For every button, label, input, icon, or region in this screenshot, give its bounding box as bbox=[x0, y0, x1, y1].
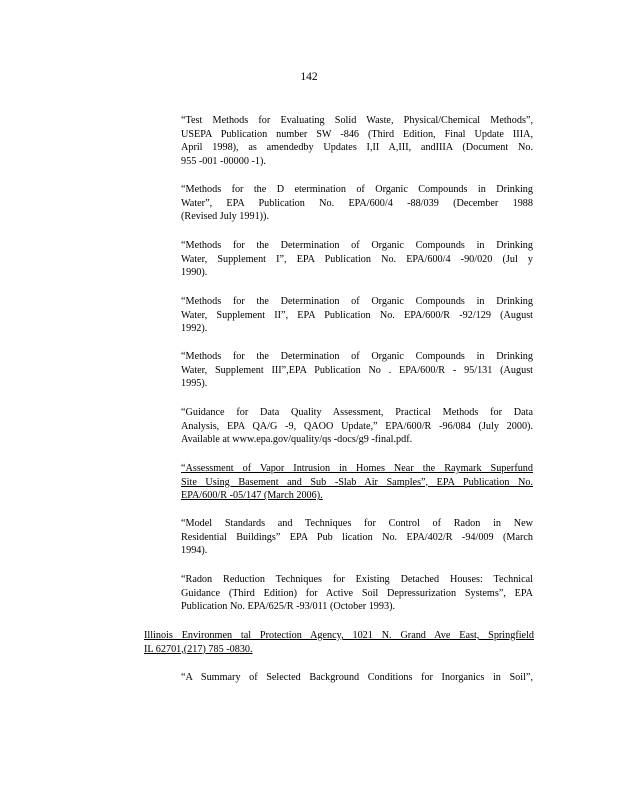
reference-line: 1994). bbox=[181, 545, 208, 557]
reference-line: “Guidance for Data Quality Assessment, Practical Methods for Data bbox=[181, 407, 533, 418]
reference-organic-supplement-1 bbox=[181, 239, 533, 280]
reference-test-methods bbox=[181, 114, 533, 168]
reference-line: “Methods for the Determination of Organic Compounds in Drinking bbox=[181, 240, 533, 251]
reference-line: Water, Supplement II”, EPA Publication No. EPA/600/R -92/129 (August bbox=[181, 309, 533, 321]
reference-line: “Radon Reduction Techniques for Existing Detached Houses: Technical bbox=[181, 574, 533, 585]
reference-line: “A Summary of Selected Background Conditions for Inorganics in Soil”, bbox=[181, 672, 533, 683]
reference-line: April 1998), as amendedby Updates I,II A,III, andIIIA (Document No. bbox=[181, 142, 533, 154]
reference-line: Illinois Environmen tal Protection Agency, 1021 N. Grand Ave East, Springfield bbox=[144, 630, 534, 641]
reference-line: “Model Standards and Techniques for Control of Radon in New bbox=[181, 518, 533, 529]
reference-illinois-epa bbox=[144, 629, 534, 656]
reference-line: (Revised July 1991)). bbox=[181, 211, 269, 223]
reference-line: IL 62701,(217) 785 -0830. bbox=[144, 643, 253, 655]
reference-line: EPA/600/R -05/147 (March 2006). bbox=[181, 490, 323, 502]
reference-line: “Assessment of Vapor Intrusion in Homes Near the Raymark Superfund bbox=[181, 463, 533, 474]
reference-radon-reduction bbox=[181, 573, 533, 614]
reference-line: Analysis, EPA QA/G -9, QAOO Update,” EPA/600/R -96/084 (July 2000). bbox=[181, 420, 533, 432]
reference-line: 1990). bbox=[181, 267, 208, 279]
page-number: 142 bbox=[300, 71, 318, 83]
reference-line: Water, Supplement I”, EPA Publication No. EPA/600/4 -90/020 (Jul y bbox=[181, 253, 533, 265]
reference-line: “Methods for the Determination of Organic Compounds in Drinking bbox=[181, 296, 533, 307]
reference-line: Available at www.epa.gov/quality/qs -docs/g9 -final.pdf. bbox=[181, 434, 413, 446]
reference-line: Water, Supplement III”,EPA Publication No . EPA/600/R - 95/131 (August bbox=[181, 364, 533, 376]
reference-background-inorganics bbox=[181, 671, 533, 685]
reference-radon-model bbox=[181, 517, 533, 558]
reference-line: “Methods for the Determination of Organic Compounds in Drinking bbox=[181, 351, 533, 362]
reference-vapor-intrusion bbox=[181, 462, 533, 503]
reference-line: Guidance (Third Edition) for Active Soil Depressurization Systems”, EPA bbox=[181, 587, 533, 599]
reference-line: Publication No. EPA/625/R -93/011 (October 1993). bbox=[181, 601, 396, 613]
reference-line: Residential Buildings” EPA Pub lication No. EPA/402/R -94/009 (March bbox=[181, 531, 533, 543]
reference-line: Water”, EPA Publication No. EPA/600/4 -88/039 (December 1988 bbox=[181, 197, 533, 209]
reference-line: Site Using Basement and Sub -Slab Air Samples”, EPA Publication No. bbox=[181, 476, 533, 488]
reference-line: 1992). bbox=[181, 323, 208, 335]
reference-line: “Test Methods for Evaluating Solid Waste, Physical/Chemical Methods”, bbox=[181, 115, 533, 126]
reference-line: 1995). bbox=[181, 378, 208, 390]
reference-organic-1988 bbox=[181, 183, 533, 224]
reference-data-quality bbox=[181, 406, 533, 447]
reference-organic-supplement-2 bbox=[181, 295, 533, 336]
reference-line: 955 -001 -00000 -1). bbox=[181, 155, 266, 167]
reference-line: USEPA Publication number SW -846 (Third Edition, Final Update IIIA, bbox=[181, 128, 533, 140]
reference-organic-supplement-3 bbox=[181, 350, 533, 391]
reference-line: “Methods for the D etermination of Organic Compounds in Drinking bbox=[181, 184, 533, 195]
